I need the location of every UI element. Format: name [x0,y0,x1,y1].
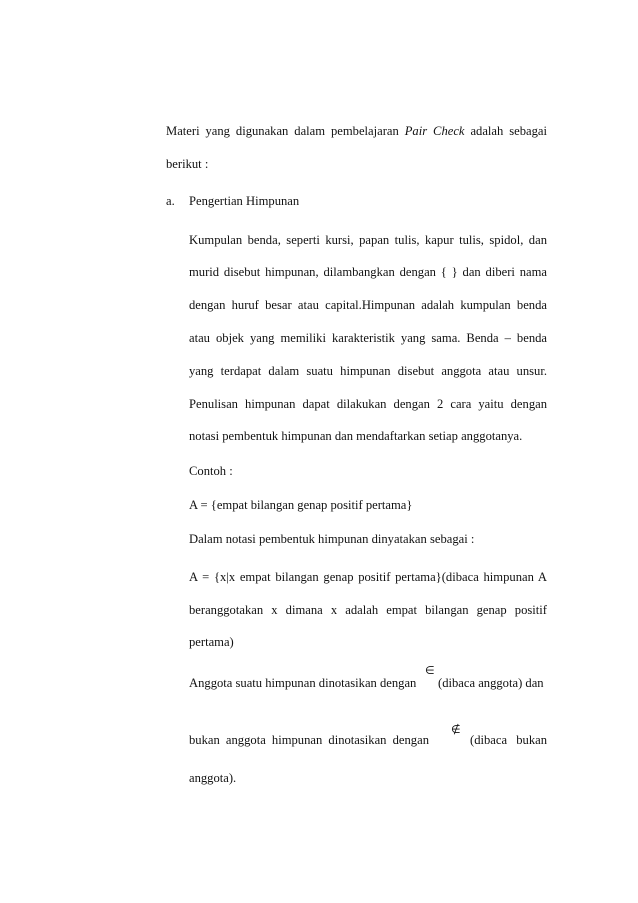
notation-line: A = {x|x empat bilangan genap positif pertama}(dibaca himpunan A [189,570,547,584]
member-line-text-end: (dibaca anggota) dan [438,676,544,690]
paragraph-line: Kumpulan benda, seperti kursi, papan tulis, kapur tulis, spidol, dan [189,233,547,247]
paragraph-line: murid disebut himpunan, dilambangkan dengan { } dan diberi nama [189,265,547,279]
paragraph-line-last: notasi pembentuk himpunan dan mendaftarkan setiap anggotanya. [189,429,523,443]
section-heading: Pengertian Himpunan [189,194,300,208]
nonmember-line-text-end: (dibaca bukan [470,733,547,747]
nonmember-line-end: anggota). [189,771,237,785]
notation-line-last: pertama) [189,635,234,649]
example-set: A = {empat bilangan genap positif pertama} [189,498,413,512]
intro-line-1: Materi yang digunakan dalam pembelajaran Pair Check adalah sebagai [166,124,547,138]
paragraph-line: atau objek yang memiliki karakteristik yang sama. Benda – benda [189,331,547,345]
notation-line: beranggotakan x dimana x adalah empat bilangan genap positif [189,603,547,617]
paragraph-line: dengan huruf besar atau capital.Himpunan adalah kumpulan benda [189,298,547,312]
intro-line-2: berikut : [166,157,209,171]
notation-intro: Dalam notasi pembentuk himpunan dinyatakan sebagai : [189,532,475,546]
element-of-symbol: ∈ [425,664,435,677]
member-line-text: Anggota suatu himpunan dinotasikan dengan [189,676,417,690]
not-element-of-symbol: ∉ [451,723,461,736]
paragraph-line: Penulisan himpunan dapat dilakukan dengan 2 cara yaitu dengan [189,397,547,411]
nonmember-line-text: bukan anggota himpunan dinotasikan dengan [189,733,429,747]
contoh-label: Contoh : [189,464,233,478]
paragraph-line: yang terdapat dalam suatu himpunan disebut anggota atau unsur. [189,364,547,378]
section-marker: a. [166,194,175,208]
